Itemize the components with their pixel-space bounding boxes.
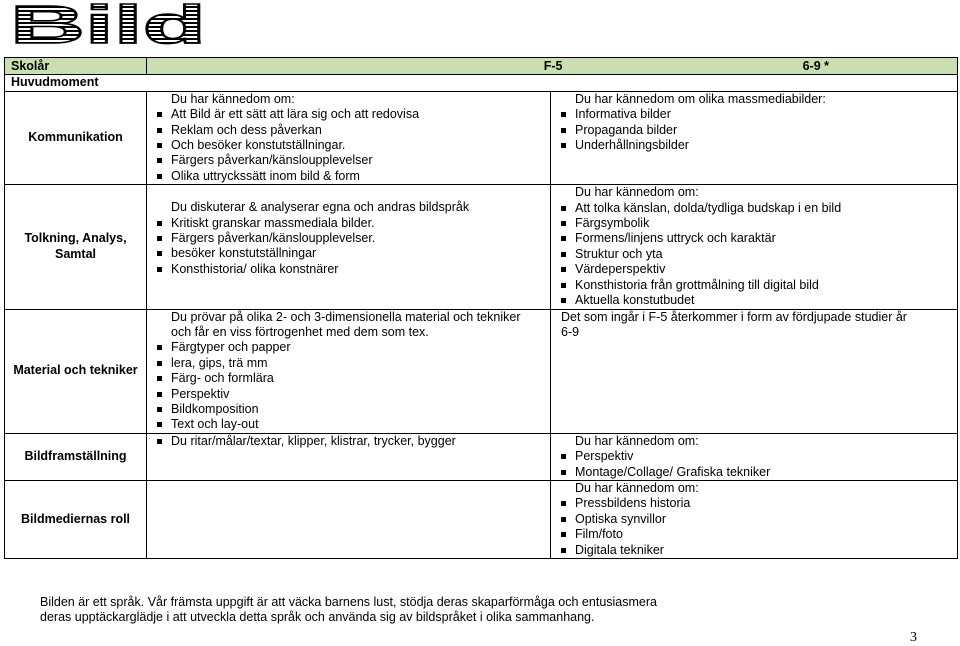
f5-material xyxy=(147,309,551,433)
bullet-icon xyxy=(157,174,162,179)
header-6-9-label: 6-9 * xyxy=(802,59,829,73)
f5-kommunikation xyxy=(147,91,551,184)
bullet-icon xyxy=(561,112,566,117)
list-item: Formens/linjens uttryck och karaktär xyxy=(557,231,951,246)
bullet-icon xyxy=(157,221,162,226)
69-tolkning xyxy=(551,185,958,309)
header-skolar: Skolår xyxy=(5,58,147,75)
f5-bildmediernas-roll xyxy=(147,480,551,558)
bullet-icon xyxy=(157,376,162,381)
bullet-icon xyxy=(157,143,162,148)
bullet-icon xyxy=(561,517,566,522)
69-intro: Du har kännedom om: xyxy=(575,433,699,448)
list-item: Du ritar/målar/textar, klipper, klistrar, trycker, bygger xyxy=(153,434,544,449)
f5-intro: Du prövar på olika 2- och 3-dimensionella material och tekniker och får en viss förtrogenhet med dem som tex. xyxy=(171,309,521,339)
row-bildmediernas-roll xyxy=(5,480,958,558)
bullet-icon xyxy=(561,532,566,537)
bullet-icon xyxy=(157,251,162,256)
bullet-icon xyxy=(157,236,162,241)
bullet-icon xyxy=(561,548,566,553)
header-6-9 xyxy=(551,58,958,75)
bullet-icon xyxy=(157,128,162,133)
bullet-icon xyxy=(561,128,566,133)
logo-text: Bild xyxy=(10,2,206,46)
69-bildframstallning xyxy=(551,433,958,480)
huvudmoment-header: Huvudmoment xyxy=(5,75,958,91)
bullet-icon xyxy=(157,158,162,163)
f5-intro: Du har kännedom om: xyxy=(171,91,295,106)
moment-bildframstallning: Bildframställning xyxy=(5,433,147,480)
69-kommunikation xyxy=(551,91,958,184)
list-item: Olika uttryckssätt inom bild & form xyxy=(153,169,544,184)
list-item: besöker konstutställningar xyxy=(153,246,544,261)
moment-kommunikation: Kommunikation xyxy=(5,91,147,184)
bullet-icon xyxy=(561,206,566,211)
list-item: Underhållningsbilder xyxy=(557,138,951,153)
list-item: Färg- och formlära xyxy=(153,371,544,386)
curriculum-table xyxy=(4,57,958,559)
list-item: Färgsymbolik xyxy=(557,216,951,231)
list-item: Konsthistoria från grottmålning till digital bild xyxy=(557,278,951,293)
bullet-icon xyxy=(157,361,162,366)
header-row xyxy=(5,58,958,75)
bullet-icon xyxy=(157,392,162,397)
row-kommunikation xyxy=(5,91,958,184)
list-item: lera, gips, trä mm xyxy=(153,356,544,371)
list-item: Pressbildens historia xyxy=(557,496,951,511)
list-item: Reklam och dess påverkan xyxy=(153,123,544,138)
moment-material: Material och tekniker xyxy=(5,309,147,433)
list-item: Värdeperspektiv xyxy=(557,262,951,277)
list-item: Färgtyper och papper xyxy=(153,340,544,355)
list-item: Färgers påverkan/känsloupplevelser. xyxy=(153,231,544,246)
list-item: Text och lay-out xyxy=(153,417,544,432)
list-item: Kritiskt granskar massmediala bilder. xyxy=(153,216,544,231)
row-material xyxy=(5,309,958,433)
bullet-icon xyxy=(561,252,566,257)
69-bildmediernas-roll xyxy=(551,480,958,558)
bullet-icon xyxy=(157,112,162,117)
bullet-icon xyxy=(157,439,162,444)
list-item: Perspektiv xyxy=(153,387,544,402)
69-text: Det som ingår i F-5 återkommer i form av fördjupade studier år 6-9 xyxy=(561,309,907,339)
moment-tolkning: Tolkning, Analys, Samtal xyxy=(5,185,147,309)
list-item: Optiska synvillor xyxy=(557,512,951,527)
list-item: Perspektiv xyxy=(557,449,951,464)
footer-line-2: deras upptäckarglädje i att utveckla detta språk och använda sig av bildspråket i olika sammanhang. xyxy=(40,610,595,625)
bullet-icon xyxy=(561,221,566,226)
list-item: Att tolka känslan, dolda/tydliga budskap i en bild xyxy=(557,201,951,216)
huvudmoment-row xyxy=(5,75,958,91)
list-item: Att Bild är ett sätt att lära sig och att redovisa xyxy=(153,107,544,122)
69-intro: Du har kännedom om: xyxy=(575,480,699,495)
bullet-icon xyxy=(561,267,566,272)
list-item: Digitala tekniker xyxy=(557,543,951,558)
header-f5 xyxy=(147,58,563,75)
list-item: Och besöker konstutställningar. xyxy=(153,138,544,153)
list-item: Informativa bilder xyxy=(557,107,951,122)
bullet-icon xyxy=(157,345,162,350)
bullet-icon xyxy=(157,267,162,272)
bild-logo xyxy=(8,2,208,46)
bullet-icon xyxy=(561,454,566,459)
bullet-icon xyxy=(157,422,162,427)
bullet-icon xyxy=(561,143,566,148)
list-item: Propaganda bilder xyxy=(557,123,951,138)
69-intro: Du har kännedom om: xyxy=(575,185,699,200)
bullet-icon xyxy=(561,283,566,288)
footer-text xyxy=(40,595,840,626)
page-number: 3 xyxy=(910,630,917,645)
list-item: Färgers påverkan/känsloupplevelser xyxy=(153,153,544,168)
f5-intro: Du diskuterar & analyserar egna och andras bildspråk xyxy=(171,200,470,215)
bullet-icon xyxy=(561,470,566,475)
header-f5-label: F-5 xyxy=(543,59,563,73)
row-tolkning xyxy=(5,185,958,309)
list-item: Aktuella konstutbudet xyxy=(557,293,951,308)
bullet-icon xyxy=(561,501,566,506)
list-item: Film/foto xyxy=(557,527,951,542)
list-item: Konsthistoria/ olika konstnärer xyxy=(153,262,544,277)
bullet-icon xyxy=(157,407,162,412)
moment-bildmediernas-roll: Bildmediernas roll xyxy=(5,480,147,558)
bullet-icon xyxy=(561,236,566,241)
69-material xyxy=(551,309,958,433)
list-item: Struktur och yta xyxy=(557,247,951,262)
list-item: Bildkomposition xyxy=(153,402,544,417)
row-bildframstallning xyxy=(5,433,958,480)
f5-bildframstallning xyxy=(147,433,551,480)
list-item: Montage/Collage/ Grafiska tekniker xyxy=(557,465,951,480)
69-intro: Du har kännedom om olika massmediabilder: xyxy=(575,91,826,106)
footer-line-1: Bilden är ett språk. Vår främsta uppgift är att väcka barnens lust, stödja deras skaparförmåga och entusiasmera xyxy=(40,595,657,609)
bullet-icon xyxy=(561,298,566,303)
f5-tolkning xyxy=(147,185,551,309)
